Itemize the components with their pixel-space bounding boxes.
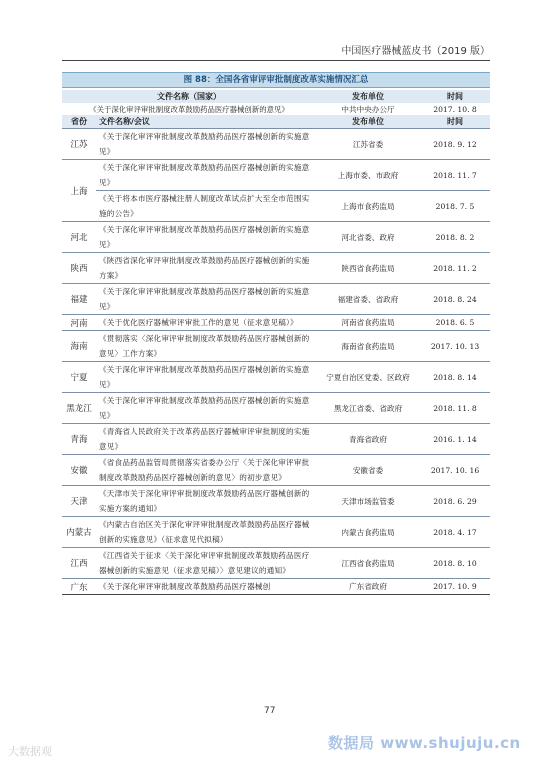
issuer-cell: 江苏省委 xyxy=(316,129,420,160)
date-cell: 2018. 8. 2 xyxy=(420,222,490,253)
issuer-header: 发布单位 xyxy=(316,115,420,129)
date-cell: 2017. 10. 9 xyxy=(420,579,490,595)
issuer-cell: 江西省食药监局 xyxy=(316,548,420,579)
national-row xyxy=(62,103,490,115)
table-row xyxy=(62,362,490,393)
date-cell: 2018. 4. 17 xyxy=(420,517,490,548)
date-cell: 2018. 8. 10 xyxy=(420,548,490,579)
doc-cell: 《关于深化审评审批制度改革鼓励药品医疗器械创新的实施意见》 xyxy=(96,362,316,393)
date-cell: 2018. 6. 29 xyxy=(420,486,490,517)
date-cell: 2018. 8. 14 xyxy=(420,362,490,393)
page-number: 77 xyxy=(264,706,276,716)
table-row xyxy=(62,517,490,548)
issuer-cell: 广东省政府 xyxy=(316,579,420,595)
province-cell: 海南 xyxy=(62,331,96,362)
province-cell: 河南 xyxy=(62,315,96,331)
doc-cell: 《江西省关于征求〈关于深化审评审批制度改革鼓励药品医疗器械创新的实施意见（征求意见稿）〉意见建议的通知》 xyxy=(96,548,316,579)
doc-cell: 《内蒙古自治区关于深化审评审批制度改革鼓励药品医疗器械创新的实施意见》（征求意见代拟稿） xyxy=(96,517,316,548)
table-row xyxy=(62,129,490,160)
date-header: 时间 xyxy=(420,115,490,129)
province-cell: 广东 xyxy=(62,579,96,595)
province-cell: 陕西 xyxy=(62,253,96,284)
table-row xyxy=(62,424,490,455)
doc-cell: 《关于优化医疗器械审评审批工作的意见（征求意见稿）》 xyxy=(96,315,316,331)
issuer-cell: 海南省食药监局 xyxy=(316,331,420,362)
header-rule xyxy=(62,60,490,61)
table-row xyxy=(62,191,490,222)
table-row xyxy=(62,315,490,331)
doc-cell: 《关于深化审评审批制度改革鼓励药品医疗器械创新的实施意见》 xyxy=(96,129,316,160)
national-doc: 《关于深化审评审批制度改革鼓励药品医疗器械创新的意见》 xyxy=(89,104,289,114)
table-row xyxy=(62,253,490,284)
doc-cell: 《贯彻落实〈深化审评审批制度改革鼓励药品医疗器械创新的意见〉工作方案》 xyxy=(96,331,316,362)
table-row xyxy=(62,393,490,424)
figure-caption: 图 88：全国各省审评审批制度改革实施情况汇总 xyxy=(62,72,490,88)
doc-cell: 《关于深化审评审批制度改革鼓励药品医疗器械创新的实施意见》 xyxy=(96,222,316,253)
province-cell: 黑龙江 xyxy=(62,393,96,424)
issuer-cell: 河北省委、政府 xyxy=(316,222,420,253)
date-cell: 2018. 8. 24 xyxy=(420,284,490,315)
provincial-header-row xyxy=(62,115,490,129)
doc-cell: 《关于深化审评审批制度改革鼓励药品医疗器械创新的实施意见》 xyxy=(96,284,316,315)
date-cell: 2018. 9. 12 xyxy=(420,129,490,160)
issuer-cell: 天津市场监管委 xyxy=(316,486,420,517)
issuer-cell: 安徽省委 xyxy=(316,455,420,486)
table-row xyxy=(62,331,490,362)
doc-cell: 《青海省人民政府关于改革药品医疗器械审评审批制度的实施意见》 xyxy=(96,424,316,455)
date-cell: 2016. 1. 14 xyxy=(420,424,490,455)
province-cell: 福建 xyxy=(62,284,96,315)
province-cell: 青海 xyxy=(62,424,96,455)
table-row xyxy=(62,284,490,315)
issuer-cell: 青海省政府 xyxy=(316,424,420,455)
reform-summary-table xyxy=(62,90,490,595)
doc-cell: 《省食品药品监管局贯彻落实省委办公厅〈关于深化审评审批制度改革鼓励药品医疗器械创新的意见〉的初步意见》 xyxy=(96,455,316,486)
date-cell: 2018. 11. 2 xyxy=(420,253,490,284)
date-cell: 2017. 10. 13 xyxy=(420,331,490,362)
national-name-header: 文件名称（国家） xyxy=(62,90,316,103)
table-row xyxy=(62,222,490,253)
national-issuer-header: 发布单位 xyxy=(316,90,420,103)
issuer-cell: 福建省委、省政府 xyxy=(316,284,420,315)
table-row xyxy=(62,548,490,579)
doc-cell: 《关于将本市医疗器械注册人制度改革试点扩大至全市范围实施的公告》 xyxy=(96,191,316,222)
table-row xyxy=(62,486,490,517)
doc-cell: 《天津市关于深化审评审批制度改革鼓励药品医疗器械创新的实施方案的通知》 xyxy=(96,486,316,517)
issuer-cell: 上海市食药监局 xyxy=(316,191,420,222)
date-cell: 2018. 11. 7 xyxy=(420,160,490,191)
province-cell: 天津 xyxy=(62,486,96,517)
issuer-cell: 河南省食药监局 xyxy=(316,315,420,331)
doc-cell: 《关于深化审评审批制度改革鼓励药品医疗器械创新的实施意见》 xyxy=(96,160,316,191)
issuer-cell: 陕西省食药监局 xyxy=(316,253,420,284)
date-cell: 2018. 6. 5 xyxy=(420,315,490,331)
book-title: 中国医疗器械蓝皮书（2019 版） xyxy=(341,46,490,57)
doc-cell: 《陕西省深化审评审批制度改革鼓励药品医疗器械创新的实施方案》 xyxy=(96,253,316,284)
issuer-cell: 黑龙江省委、省政府 xyxy=(316,393,420,424)
national-date: 2017. 10. 8 xyxy=(433,104,477,114)
date-cell: 2018. 11. 8 xyxy=(420,393,490,424)
doc-header: 文件名称/会议 xyxy=(96,115,316,129)
issuer-cell: 内蒙古食药监局 xyxy=(316,517,420,548)
table-row xyxy=(62,579,490,595)
watermark-right: 数据局 www.shujuju.cn xyxy=(328,734,521,752)
table-row xyxy=(62,455,490,486)
national-date-header: 时间 xyxy=(420,90,490,103)
province-cell: 宁夏 xyxy=(62,362,96,393)
doc-cell: 《关于深化审评审批制度改革鼓励药品医疗器械创 xyxy=(96,579,316,595)
issuer-cell: 宁夏自治区党委、区政府 xyxy=(316,362,420,393)
table-row xyxy=(62,160,490,191)
province-header: 省份 xyxy=(62,115,96,129)
date-cell: 2018. 7. 5 xyxy=(420,191,490,222)
doc-cell: 《关于深化审评审批制度改革鼓励药品医疗器械创新的实施意见》 xyxy=(96,393,316,424)
issuer-cell: 上海市委、市政府 xyxy=(316,160,420,191)
national-header-row xyxy=(62,90,490,103)
watermark-left: 大数据观 xyxy=(8,745,52,758)
province-cell: 江西 xyxy=(62,548,96,579)
province-cell: 江苏 xyxy=(62,129,96,160)
province-cell: 安徽 xyxy=(62,455,96,486)
province-cell: 内蒙古 xyxy=(62,517,96,548)
province-cell: 河北 xyxy=(62,222,96,253)
province-cell: 上海 xyxy=(62,160,96,222)
national-issuer: 中共中央办公厅 xyxy=(341,104,395,114)
date-cell: 2017. 10. 16 xyxy=(420,455,490,486)
